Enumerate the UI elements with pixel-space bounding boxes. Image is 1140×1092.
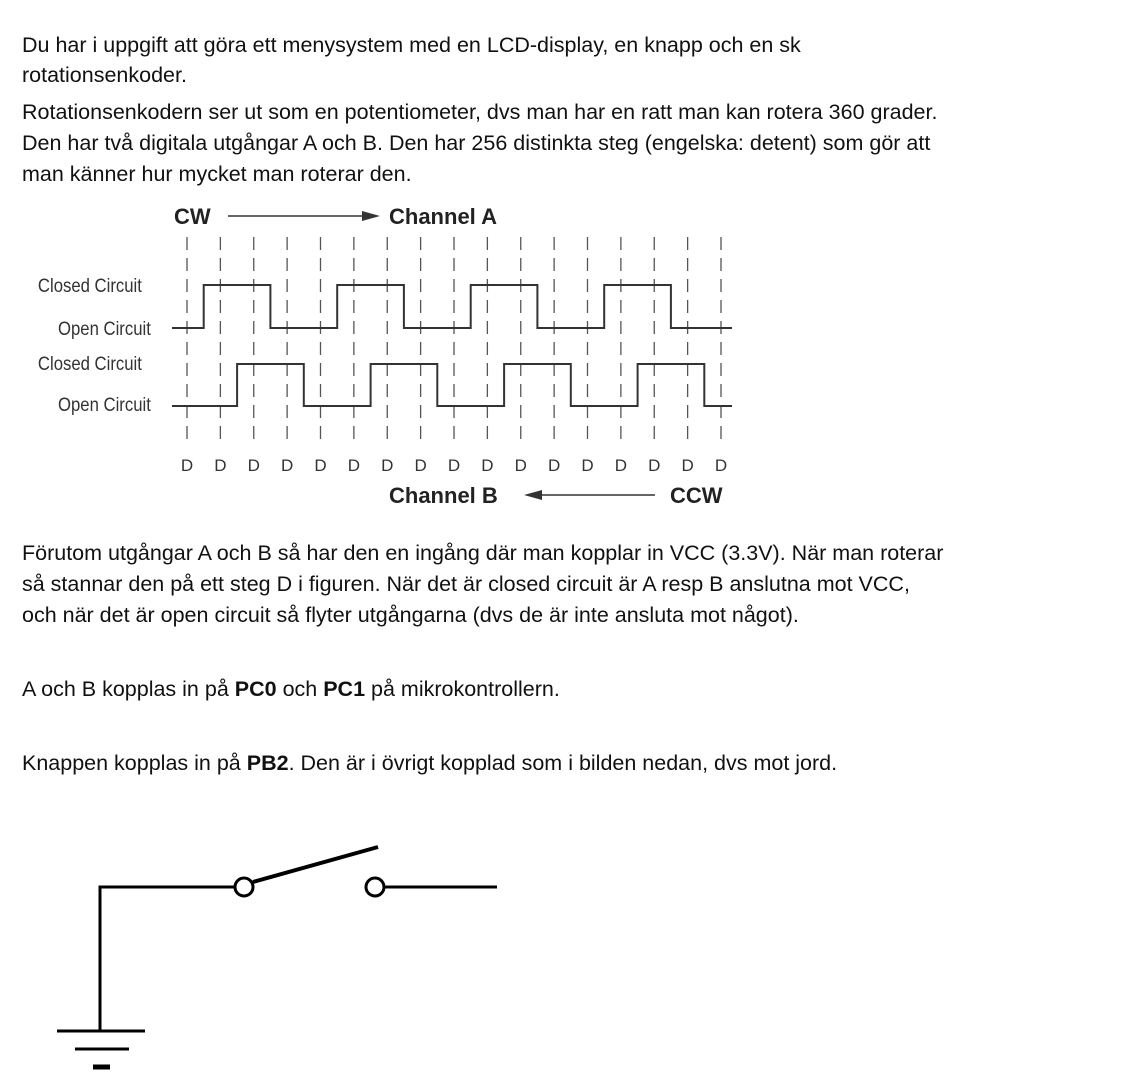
pins-paragraph [22, 674, 560, 705]
b-open-label: Open Circuit [58, 394, 151, 416]
detent-label: D [614, 456, 628, 475]
channel-b-title: Channel B [389, 483, 498, 508]
switch-contact-left [235, 878, 253, 896]
intro-line-2: rotationsenkoder. [22, 63, 187, 87]
button-post: . Den är i övrigt kopplad som i bilden nedan, dvs mot jord. [288, 751, 838, 775]
button-switch-schematic [57, 847, 497, 1067]
detent-label: D [414, 456, 427, 475]
encoder-desc-line-2: Den har två digitala utgångar A och B. Den har 256 distinkta steg (engelska: detent) som gör att [22, 131, 931, 155]
b-closed-label: Closed Circuit [37, 353, 142, 375]
detent-label: D [247, 456, 260, 475]
vcc-line-3: och när det är open circuit så flyter utgångarna (dvs de är inte ansluta mot något). [22, 603, 799, 627]
pin-pc1: PC1 [323, 677, 366, 701]
channel-b-waveform [172, 364, 732, 406]
detent-label: D [481, 456, 494, 475]
switch-contact-right [366, 878, 384, 896]
detent-label: D [347, 456, 361, 475]
detent-label: D [681, 456, 694, 475]
a-closed-label: Closed Circuit [37, 275, 142, 297]
pin-pc0: PC0 [234, 677, 277, 701]
encoder-desc-line-3: man känner hur mycket man roterar den. [22, 162, 412, 186]
detent-label: D [714, 456, 728, 475]
detent-label: D [381, 456, 394, 475]
button-pre: Knappen kopplas in på [22, 751, 247, 775]
detent-label: D [581, 456, 594, 475]
a-open-label: Open Circuit [58, 318, 151, 340]
detent-label: D [447, 456, 461, 475]
channel-a-title: Channel A [389, 204, 497, 229]
detent-label: D [214, 456, 227, 475]
vcc-line-1: Förutom utgångar A och B så har den en ingång där man kopplar in VCC (3.3V). När man roterar [22, 541, 944, 565]
detent-label: D [514, 456, 527, 475]
arrow-right-icon [362, 211, 380, 221]
pin-pb2: PB2 [246, 751, 289, 775]
pins-pre: A och B kopplas in på [22, 677, 235, 701]
pins-post: på mikrokontrollern. [365, 677, 560, 701]
arrow-left-icon [524, 490, 542, 500]
detent-label: D [547, 456, 561, 475]
encoder-desc-line-1: Rotationsenkodern ser ut som en potentiometer, dvs man har en ratt man kan rotera 360 grader. [22, 100, 938, 124]
cw-label: CW [174, 204, 211, 229]
wire-left [100, 887, 234, 1031]
detent-label: D [280, 456, 294, 475]
vcc-line-2: så stannar den på ett steg D i figuren. När det är closed circuit är A resp B anslutna mot VCC, [22, 572, 910, 596]
detent-label: D [180, 456, 194, 475]
pins-mid: och [276, 677, 324, 701]
intro-line-1: Du har i uppgift att göra ett menysystem med en LCD-display, en knapp och en sk [22, 33, 801, 57]
detent-label: D [648, 456, 661, 475]
button-paragraph [22, 748, 837, 779]
switch-lever [253, 847, 378, 882]
channel-a-waveform [172, 285, 732, 328]
ccw-label: CCW [670, 483, 723, 508]
detent-label: D [314, 456, 327, 475]
